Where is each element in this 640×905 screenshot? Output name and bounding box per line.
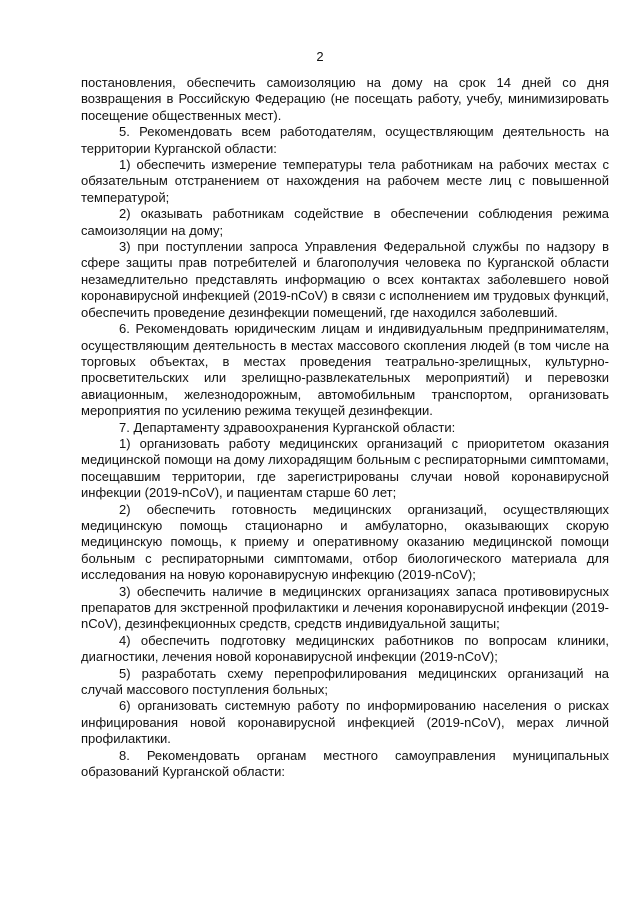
paragraph: 6) организовать системную работу по информированию населения о рисках инфицирования новой коронавирусной инфекцией (2019-nCoV), мерах личной профилактики. (81, 698, 609, 747)
paragraph: постановления, обеспечить самоизоляцию на дому на срок 14 дней со дня возвращения в Российскую Федерацию (не посещать работу, учебу, минимизировать посещение общественных мест). (81, 75, 609, 123)
paragraph: 6. Рекомендовать юридическим лицам и индивидуальным предпринимателям, осуществляющим деятельность в местах массового скопления людей (в том числе на торговых объектах, в местах проведения театрально-зрелищных, культурно-просветительских или зрелищно-развлекательных мероприятий) и перевозки авиационным, железнодорожным, автомобильным транспортом, организовать мероприятия по усилению режима текущей дезинфекции. (81, 321, 609, 419)
paragraph: 5) разработать схему перепрофилирования медицинских организаций на случай массового поступления больных; (81, 665, 609, 698)
paragraph: 7. Департаменту здравоохранения Курганской области: (119, 419, 456, 435)
paragraph: 2) обеспечить готовность медицинских организаций, осуществляющих медицинскую помощь стационарно и амбулаторно, оказывающих скорую медицинскую помощь, к приему и оперативному оказанию медицинской помощи больным с респираторными симптомами, отбор биологического материала для исследования на новую коронавирусную инфекцию (2019-nCoV); (81, 501, 609, 583)
paragraph: 4) обеспечить подготовку медицинских работников по вопросам клиники, диагностики, лечения новой коронавирусной инфекции (2019-nCoV); (81, 632, 609, 665)
document-body (81, 75, 609, 780)
paragraph: 5. Рекомендовать всем работодателям, осуществляющим деятельность на территории Курганской области: (81, 124, 609, 156)
paragraph: 3) при поступлении запроса Управления Федеральной службы по надзору в сфере защиты прав потребителей и благополучия человека по Курганской области незамедлительно представлять информацию о всех контактах заболевшего новой коронавирусной инфекцией (2019-nCoV) в связи с исполнением им трудовых функций, обеспечить проведение дезинфекции помещений, где находился заболевший. (81, 239, 609, 320)
paragraph: 3) обеспечить наличие в медицинских организациях запаса противовирусных препаратов для экстренной профилактики и лечения коронавирусной инфекции (2019-nCoV), дезинфекционных средств, средств индивидуальной защиты; (81, 583, 609, 632)
paragraph: 1) организовать работу медицинских организаций с приоритетом оказания медицинской помощи на дому лихорадящим больным с респираторными симптомами, посещавшим территории, где зарегистрированы случаи новой коронавирусной инфекции (2019-nCoV), и пациентам старше 60 лет; (81, 435, 609, 501)
paragraph: 2) оказывать работникам содействие в обеспечении соблюдения режима самоизоляции на дому; (81, 206, 609, 238)
paragraph: 8. Рекомендовать органам местного самоуправления муниципальных образований Курганской области: (81, 747, 609, 780)
paragraph: 1) обеспечить измерение температуры тела работникам на рабочих местах с обязательным отстранением от нахождения на рабочем месте лиц с повышенной температурой; (81, 157, 609, 205)
page-number: 2 (316, 49, 324, 64)
